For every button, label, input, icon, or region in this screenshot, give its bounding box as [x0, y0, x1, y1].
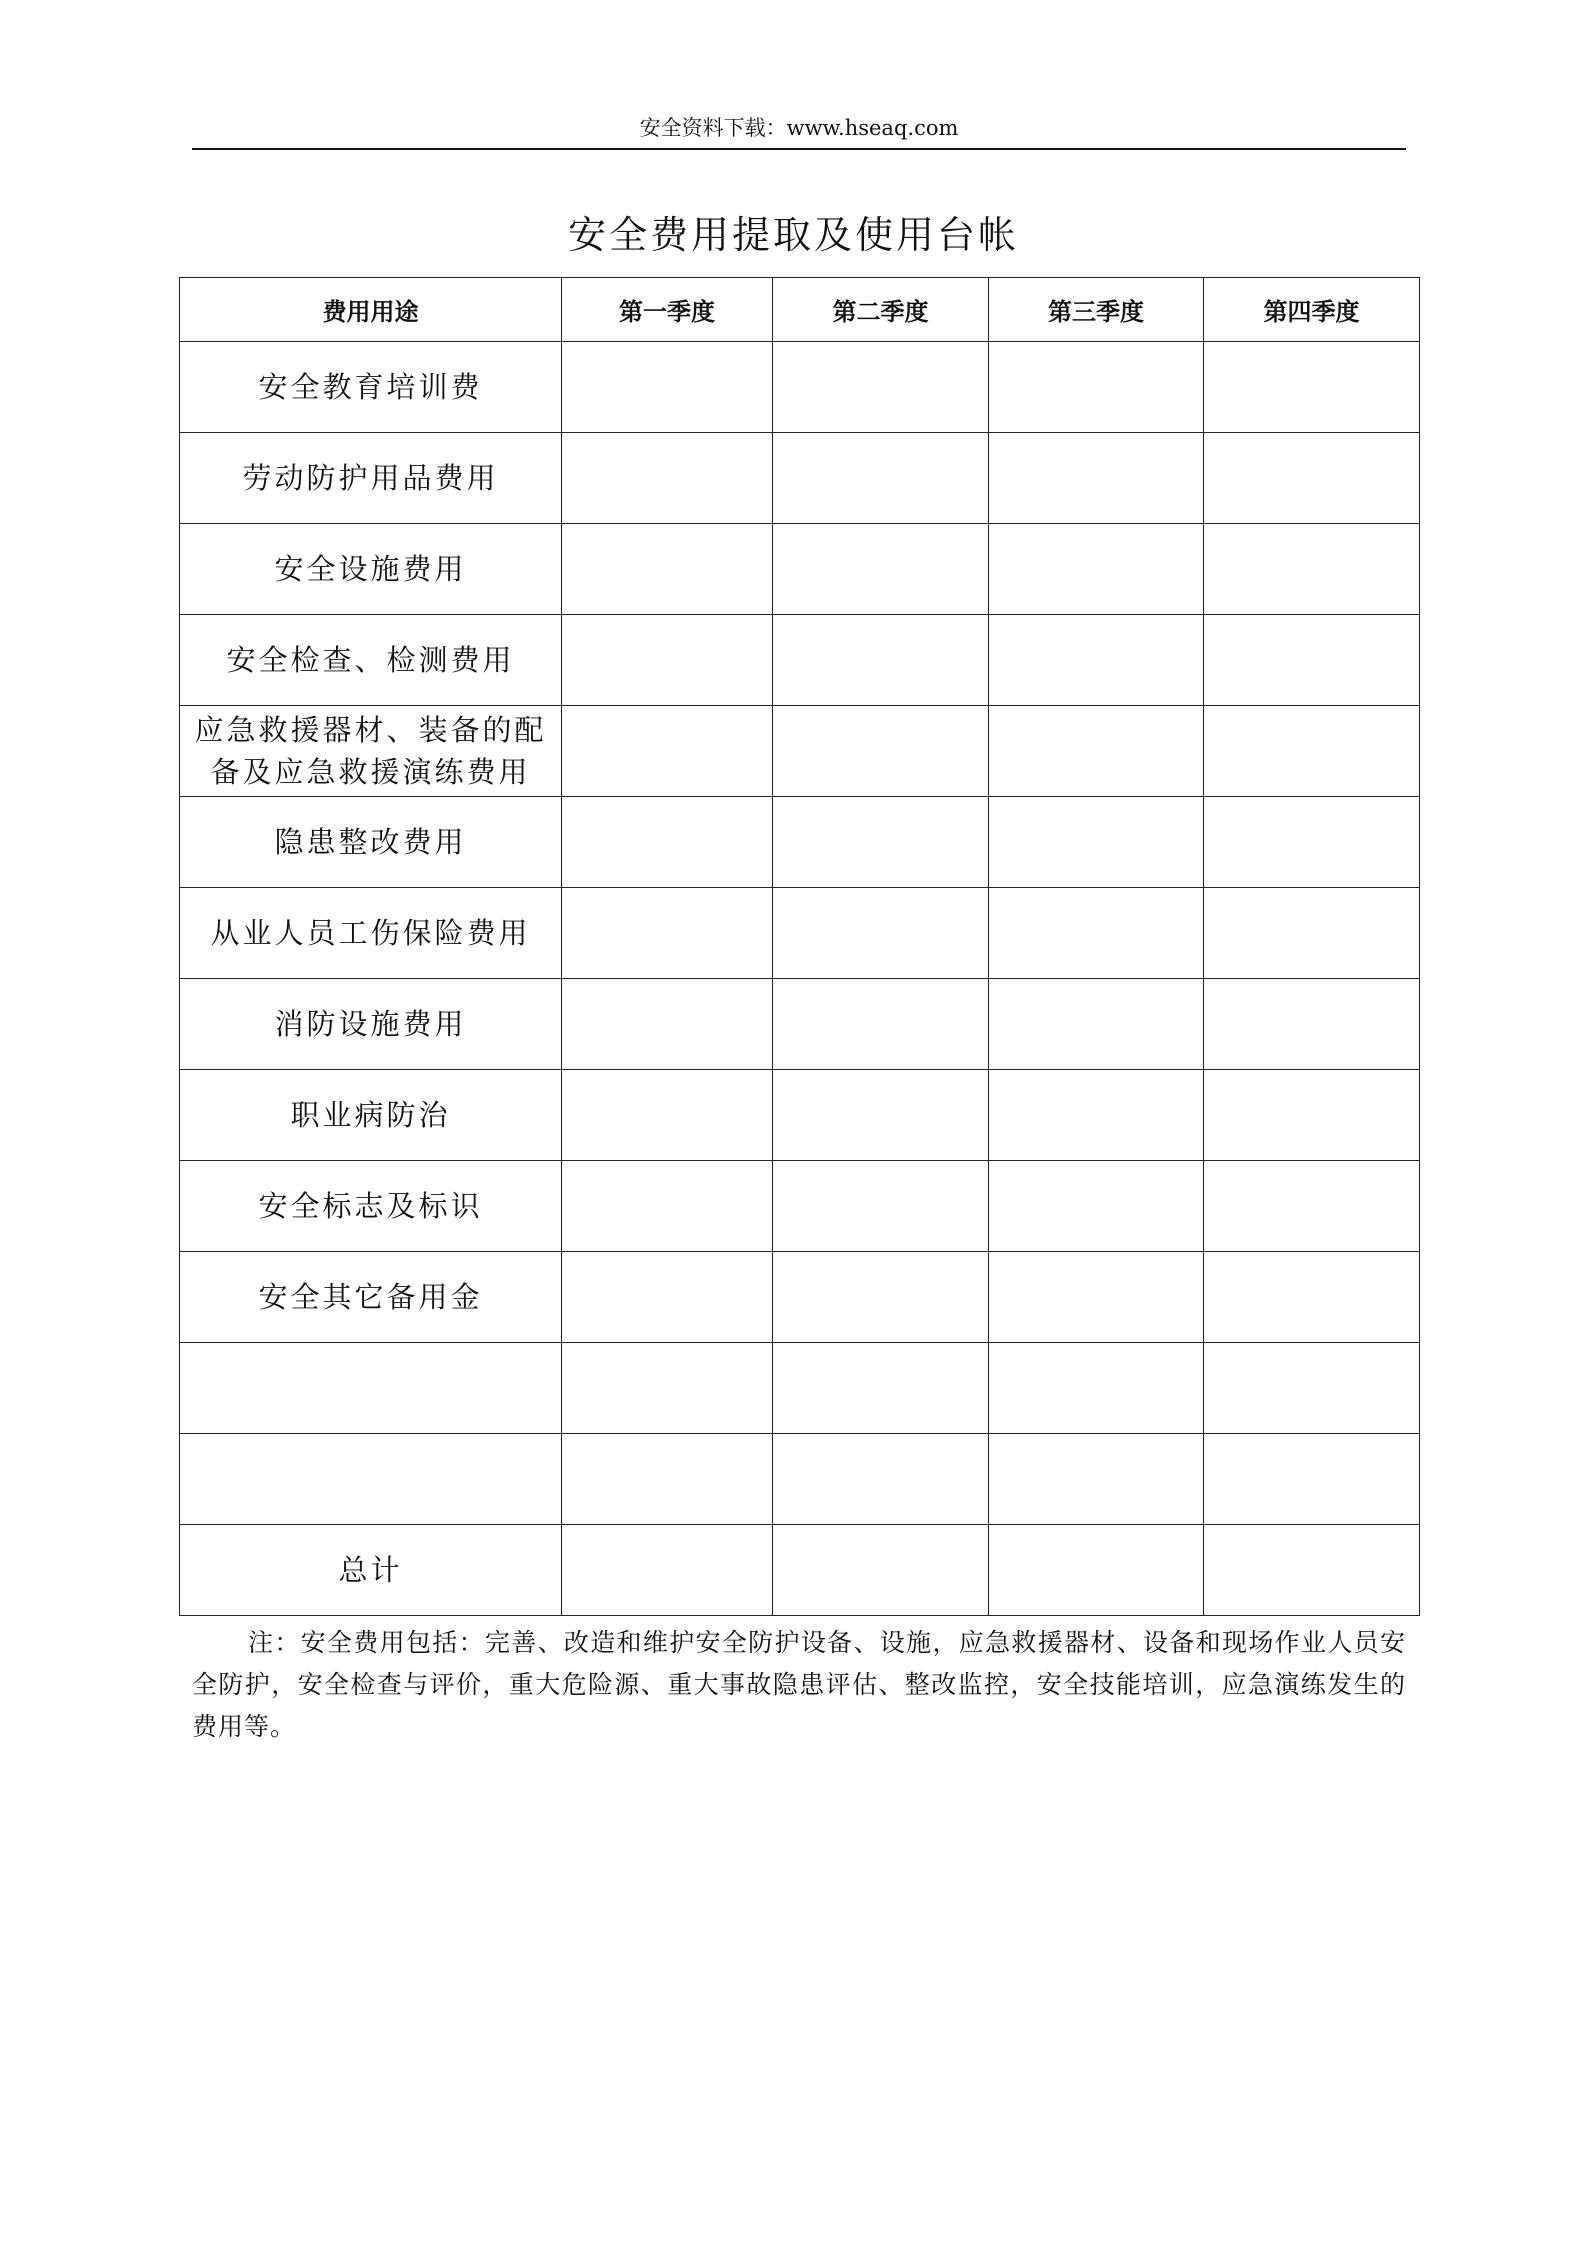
column-header-q2: 第二季度 — [773, 278, 989, 342]
quarter-q2-cell[interactable] — [773, 1252, 989, 1343]
quarter-q3-cell[interactable] — [989, 1161, 1204, 1252]
table-row — [180, 1434, 1420, 1525]
table-row — [180, 1343, 1420, 1434]
table-row — [180, 979, 1420, 1070]
row-label-cell: 安全检查、检测费用 — [180, 615, 562, 706]
quarter-q2-cell[interactable] — [773, 979, 989, 1070]
quarter-q3-cell[interactable] — [989, 524, 1204, 615]
quarter-q3-cell[interactable] — [989, 342, 1204, 433]
quarter-q1-cell[interactable] — [562, 979, 773, 1070]
row-label-cell: 安全设施费用 — [180, 524, 562, 615]
table-row — [180, 706, 1420, 797]
quarter-q1-cell[interactable] — [562, 615, 773, 706]
safety-cost-ledger-table — [179, 277, 1420, 1616]
table-row — [180, 433, 1420, 524]
quarter-q4-cell[interactable] — [1204, 1070, 1420, 1161]
quarter-q2-cell[interactable] — [773, 1434, 989, 1525]
quarter-q1-cell[interactable] — [562, 888, 773, 979]
quarter-q1-cell[interactable] — [562, 1434, 773, 1525]
document-title: 安全费用提取及使用台帐 — [567, 213, 1019, 257]
quarter-q3-cell[interactable] — [989, 1343, 1204, 1434]
quarter-q2-cell[interactable] — [773, 1161, 989, 1252]
row-label-cell: 安全其它备用金 — [180, 1252, 562, 1343]
quarter-q3-cell[interactable] — [989, 979, 1204, 1070]
row-label-cell: 总计 — [180, 1525, 562, 1616]
quarter-q4-cell[interactable] — [1204, 524, 1420, 615]
row-label-cell — [180, 1434, 562, 1525]
table-row — [180, 1070, 1420, 1161]
quarter-q1-cell[interactable] — [562, 1161, 773, 1252]
table-body — [180, 342, 1420, 1616]
quarter-q2-cell[interactable] — [773, 342, 989, 433]
row-label-cell: 应急救援器材、装备的配备及应急救援演练费用 — [180, 706, 562, 797]
quarter-q1-cell[interactable] — [562, 797, 773, 888]
footnote: 注：安全费用包括：完善、改造和维护安全防护设备、设施，应急救援器材、设备和现场作业人员安全防护，安全检查与评价，重大危险源、重大事故隐患评估、整改监控，安全技能培训，应急演练发生的费用等。 — [192, 1628, 1406, 1741]
table-row — [180, 797, 1420, 888]
quarter-q4-cell[interactable] — [1204, 797, 1420, 888]
column-header-purpose: 费用用途 — [180, 278, 562, 342]
page-header: 安全资料下载：www.hseaq.com — [639, 116, 959, 140]
quarter-q2-cell[interactable] — [773, 615, 989, 706]
quarter-q4-cell[interactable] — [1204, 706, 1420, 797]
row-label-cell: 劳动防护用品费用 — [180, 433, 562, 524]
quarter-q2-cell[interactable] — [773, 433, 989, 524]
quarter-q3-cell[interactable] — [989, 706, 1204, 797]
row-label-cell — [180, 1343, 562, 1434]
row-label-cell: 消防设施费用 — [180, 979, 562, 1070]
quarter-q4-cell[interactable] — [1204, 1252, 1420, 1343]
quarter-q4-cell[interactable] — [1204, 1434, 1420, 1525]
quarter-q3-cell[interactable] — [989, 1434, 1204, 1525]
quarter-q3-cell[interactable] — [989, 1070, 1204, 1161]
quarter-q3-cell[interactable] — [989, 615, 1204, 706]
column-header-q1: 第一季度 — [562, 278, 773, 342]
quarter-q1-cell[interactable] — [562, 706, 773, 797]
row-label-cell: 安全教育培训费 — [180, 342, 562, 433]
quarter-q4-cell[interactable] — [1204, 979, 1420, 1070]
row-label-cell: 安全标志及标识 — [180, 1161, 562, 1252]
quarter-q1-cell[interactable] — [562, 1252, 773, 1343]
quarter-q1-cell[interactable] — [562, 342, 773, 433]
quarter-q2-cell[interactable] — [773, 706, 989, 797]
quarter-q4-cell[interactable] — [1204, 615, 1420, 706]
quarter-q3-cell[interactable] — [989, 1252, 1204, 1343]
column-header-q4: 第四季度 — [1204, 278, 1420, 342]
quarter-q2-cell[interactable] — [773, 797, 989, 888]
table-row — [180, 1525, 1420, 1616]
quarter-q2-cell[interactable] — [773, 524, 989, 615]
table-row — [180, 524, 1420, 615]
row-label-cell: 隐患整改费用 — [180, 797, 562, 888]
table-row — [180, 1161, 1420, 1252]
quarter-q4-cell[interactable] — [1204, 342, 1420, 433]
column-header-q3: 第三季度 — [989, 278, 1204, 342]
table-row — [180, 615, 1420, 706]
quarter-q1-cell[interactable] — [562, 433, 773, 524]
quarter-q1-cell[interactable] — [562, 524, 773, 615]
quarter-q2-cell[interactable] — [773, 1343, 989, 1434]
row-label-cell: 从业人员工伤保险费用 — [180, 888, 562, 979]
quarter-q3-cell[interactable] — [989, 888, 1204, 979]
quarter-q3-cell[interactable] — [989, 433, 1204, 524]
quarter-q2-cell[interactable] — [773, 1070, 989, 1161]
table-row — [180, 342, 1420, 433]
row-label-cell: 职业病防治 — [180, 1070, 562, 1161]
quarter-q3-cell[interactable] — [989, 797, 1204, 888]
quarter-q1-cell[interactable] — [562, 1525, 773, 1616]
quarter-q2-cell[interactable] — [773, 888, 989, 979]
table-row — [180, 888, 1420, 979]
quarter-q2-cell[interactable] — [773, 1525, 989, 1616]
table-header-row — [180, 278, 1420, 342]
quarter-q4-cell[interactable] — [1204, 433, 1420, 524]
header-divider — [192, 148, 1406, 150]
quarter-q4-cell[interactable] — [1204, 888, 1420, 979]
quarter-q4-cell[interactable] — [1204, 1343, 1420, 1434]
quarter-q1-cell[interactable] — [562, 1070, 773, 1161]
quarter-q1-cell[interactable] — [562, 1343, 773, 1434]
quarter-q3-cell[interactable] — [989, 1525, 1204, 1616]
quarter-q4-cell[interactable] — [1204, 1525, 1420, 1616]
quarter-q4-cell[interactable] — [1204, 1161, 1420, 1252]
table-row — [180, 1252, 1420, 1343]
